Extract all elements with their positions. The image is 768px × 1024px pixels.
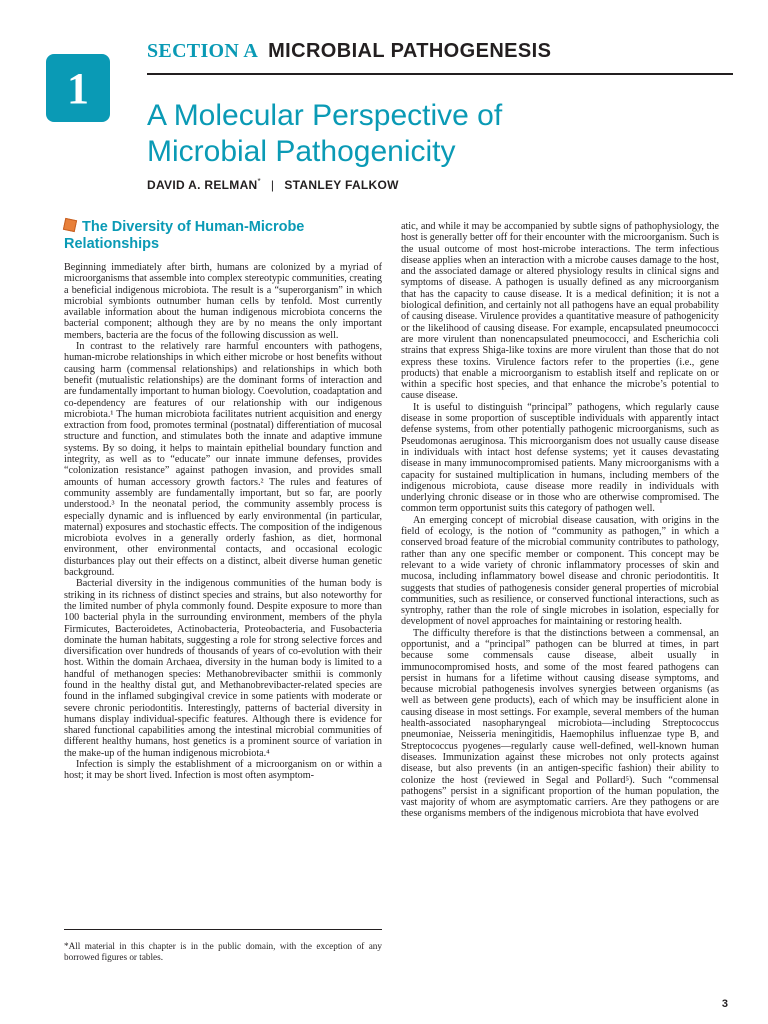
right-column	[401, 221, 719, 820]
footnote: *All material in this chapter is in the public domain, with the exception of any borrowed figures or tables.	[64, 941, 382, 962]
chapter-title-line-2: Microbial Pathogenicity	[147, 135, 456, 168]
section-label: SECTION A	[147, 40, 259, 62]
right-paragraph-3: An emerging concept of microbial disease causation, with origins in the field of ecology, is the notion of “community as pathogen,” in which a conserved broad feature of the microbial community contributes to pathology, rather than any one specific member or component. This concept may be relevant to a wide variety of chronic inflammatory processes of skin and mucosa, including inflammatory bowel disease and chronic periodontitis. It suggests that studies of pathogenesis consider general properties of microbial communities, such as resilience, or conserved functional interactions, such as syntrophy, rather than the role of single microbes in isolation, especially for development of novel approaches for maintaining or restoring health.	[401, 514, 719, 628]
right-paragraph-2: It is useful to distinguish “principal” pathogens, which regularly cause disease in some proportion of susceptible individuals with apparently intact defense systems, from other potentially pathogenic microorganisms, such as Pseudomonas aeruginosa. This microorganism does not usually cause disease in individuals with intact host defense systems; yet it causes devastating disease in many immunocompromised patients. Many microorganisms with a capacity for sustained multiplication in humans, including members of the indigenous microbiota, cause disease more readily in individuals with underlying chronic disease or in those who are otherwise compromised. The common term opportunist suits this category of pathogen well.	[401, 401, 719, 515]
author-relman: DAVID A. RELMAN	[147, 178, 258, 192]
author-line	[147, 177, 399, 192]
header-rule	[147, 73, 733, 75]
left-paragraph-4: Infection is simply the establishment of a microorganism on or within a host; it may be short lived. Infection is most often asymptom-	[64, 759, 382, 782]
left-column	[64, 262, 382, 782]
left-paragraph-1: Beginning immediately after birth, humans are colonized by a myriad of microorganisms that assemble into complex stereotypic communities, creating a beneficial indigenous microbiota. The result is a “superorganism” in which microbial symbionts outnumber human cells by tenfold. Most currently available information about the human indigenous microbiota concerns the bacterial component; although they are by no means the only important members, bacteria are the focus of the following discussion as well.	[64, 262, 382, 341]
page-number: 3	[721, 998, 728, 1010]
left-paragraph-2: In contrast to the relatively rare harmful encounters with pathogens, human-microbe relationships in which either microbe or host benefits without causing harm (commensal relationships) and relationships in which both benefit (mutualistic relationships) are the dominant forms of interaction and are fundamentally important to human biology. Coevolution, coadaptation and co-dependency are features of our relationship with our indigenous microbiota.¹ The human microbiota facilitates nutrient acquisition and energy extraction from food, promotes terminal (postnatal) differentiation of mucosal structure and function, and stimulates both the innate and adaptive immune systems. By so doing, it helps to maintain epithelial boundary function and integrity, as well as to “educate” our innate immune defenses, provides “colonization resistance” against pathogen invasion, and provides small amounts of human accessory growth factors.² The rules and features of community assembly are fundamentally important, but so far, are poorly understood.³ In the neonatal period, the community assembly process is especially dynamic and is influenced by early environmental (in particular, maternal) exposures and stochastic effects. The composition of the indigenous microbiota evolves in a generally orderly fashion, as diet, hormonal environment, other environmental contacts, and occasional ecologic disturbances play out their effects on a distinct, albeit diverse human genetic background.	[64, 341, 382, 579]
author-footnote-mark: *	[257, 177, 261, 186]
chapter-number-badge: 1	[46, 54, 110, 122]
chapter-title-line-1: A Molecular Perspective of	[147, 99, 503, 132]
chapter-title	[147, 98, 737, 170]
footnote-rule	[64, 929, 382, 930]
left-paragraph-3: Bacterial diversity in the indigenous communities of the human body is striking in its richness of distinct species and strains, but also noteworthy for the limited number of phyla commonly found. Despite exposure to more than 100 bacterial phyla in the surrounding environment, members of the phyla Firmicutes, Bacteroidetes, Actinobacteria, Proteobacteria, and Fusobacteria dominate the human habitats, suggesting a role for strong selective forces and diversification over hundreds of thousands of years of co-evolution with their host. Within the domain Archaea, diversity in the human body is limited to a handful of methanogen species: Methanobrevibacter smithii is commonly found in the healthy distal gut, and Methanobrevibacter-related species are found in the inflamed subgingival crevice in some patients with moderate or severe chronic periodontitis. Interestingly, patterns of bacterial diversity in humans display individual-specific features. Although there is evidence for shared functional capabilities among the intestinal microbial communities of different healthy humans, host genetics is a prominent source of variation in the make-up of the human indigenous microbiota.⁴	[64, 578, 382, 759]
section-heading-text: The Diversity of Human-Microbe Relationships	[64, 219, 305, 252]
author-falkow: STANLEY FALKOW	[284, 178, 399, 192]
section-header	[147, 40, 551, 68]
section-title: MICROBIAL PATHOGENESIS	[268, 40, 552, 62]
author-separator: |	[270, 178, 275, 192]
right-paragraph-4: The difficulty therefore is that the distinctions between a commensal, an opportunist, and a “principal” pathogen can be blurred at times, in part because some commensals cause disease, albeit usually in immunocompromised hosts, and some of the most feared pathogens can persist in humans for a lifetime without causing disease symptoms, and because microbial pathogenesis involves synergies between organisms (as well as between gene products), each of which may be insufficient alone in causing disease in most settings. For example, several members of the human health-associated nasopharyngeal microbiota—including Streptococcus pneumoniae, Neisseria meningitidis, Haemophilus influenzae type B, and Streptococcus pyogenes—regularly cause well-defined, well-known human diseases. Immunization against these microbes not only protects against disease, but also prevents (in an antigen-specific fashion) their ability to colonize the host (reviewed in Segal and Pollard⁵). Such “commensal pathogens” persist in a significant proportion of the human population, the vast majority of whom are asymptomatic carriers. Are they pathogens or are these organisms members of the indigenous microbiota that have evolved	[401, 627, 719, 820]
section-bullet-icon	[63, 218, 77, 232]
right-paragraph-1: atic, and while it may be accompanied by subtle signs of pathophysiology, the host is generally better off for their encounter with the microorganism. Such is the usual outcome of most host-microbe interactions. The term infectious disease applies when an interaction with a microbe causes damage to the host, and the associated damage or altered physiology results in clinical signs and symptoms of disease. A pathogen is usually defined as any microorganism that has the capacity to cause disease. It is a medical definition; it is not a biological definition, and certainly not all pathogens have an equal probability of causing disease. Virulence provides a quantitative measure of pathogenicity or the likelihood of causing disease. For example, encapsulated pneumococci are more virulent than nonencapsulated pneumococci, and Escherichia coli strains that express Shiga-like toxins are more virulent than those that do not express these toxins. Virulence factors refer to the properties (i.e., gene products) that enable a microorganism to establish itself and replicate on or within a specific host species, and that enhance the microbe’s potential to cause disease.	[401, 221, 719, 402]
section-heading	[64, 219, 384, 253]
